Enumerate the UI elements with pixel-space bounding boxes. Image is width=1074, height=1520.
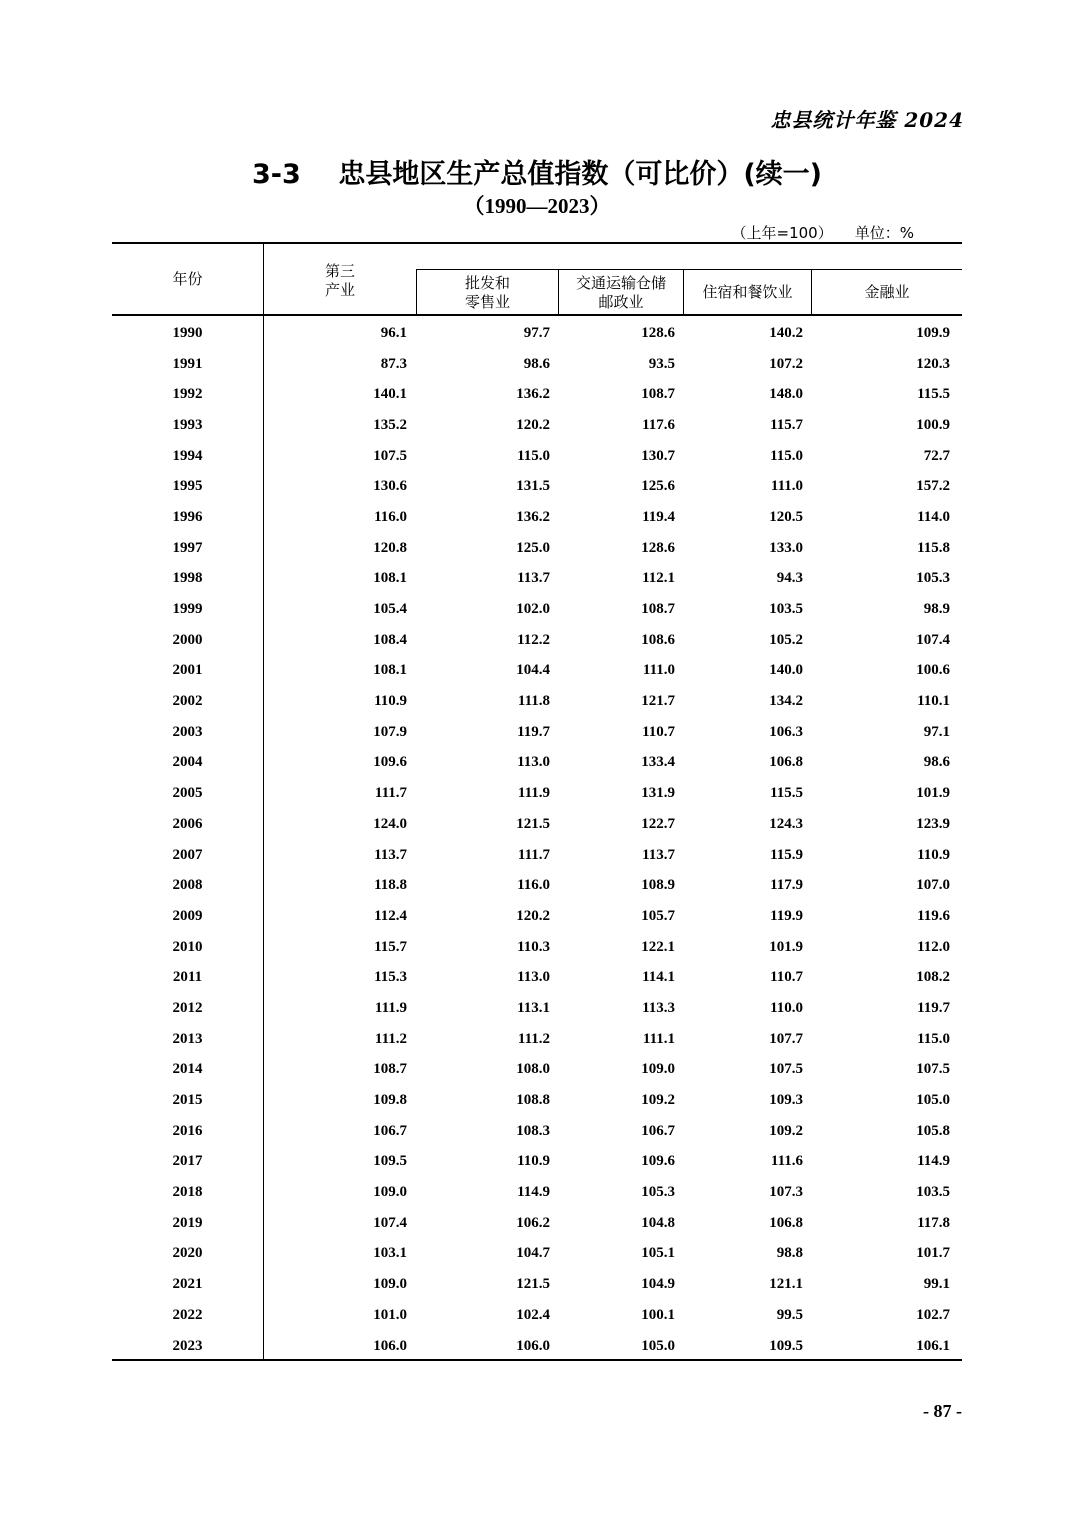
table-body: [112, 318, 962, 1361]
cell-transport: 105.0: [641, 1337, 675, 1354]
cell-wholesale: 136.2: [516, 386, 550, 403]
cell-transport: 117.6: [642, 416, 675, 433]
cell-wholesale: 113.1: [517, 999, 550, 1016]
cell-transport: 128.6: [641, 539, 675, 556]
cell-wholesale: 111.2: [517, 1030, 550, 1047]
table-row: [112, 686, 962, 717]
cell-wholesale: 104.7: [516, 1245, 550, 1262]
cell-hotel: 105.2: [769, 631, 803, 648]
subheader-rule: [416, 269, 962, 270]
cell-tertiary: 140.1: [373, 386, 407, 403]
cell-finance: 120.3: [916, 355, 950, 372]
cell-year: 1990: [172, 324, 203, 341]
cell-wholesale: 111.7: [517, 846, 550, 863]
table-row: [112, 1208, 962, 1239]
table-row: [112, 1116, 962, 1147]
table-row: [112, 962, 962, 993]
cell-hotel: 94.3: [776, 570, 803, 587]
cell-year: 2018: [172, 1184, 203, 1201]
cell-hotel: 115.9: [770, 846, 803, 863]
cell-tertiary: 112.4: [374, 907, 407, 924]
cell-tertiary: 113.7: [374, 846, 407, 863]
cell-wholesale: 108.8: [516, 1092, 550, 1109]
cell-finance: 101.9: [916, 785, 950, 802]
cell-finance: 107.5: [916, 1061, 950, 1078]
cell-tertiary: 108.7: [373, 1061, 407, 1078]
cell-hotel: 133.0: [769, 539, 803, 556]
table-row: [112, 748, 962, 779]
cell-finance: 101.7: [916, 1245, 950, 1262]
table-row: [112, 502, 962, 533]
cell-wholesale: 113.0: [517, 969, 550, 986]
cell-tertiary: 109.0: [373, 1276, 407, 1293]
cell-transport: 100.1: [641, 1306, 675, 1323]
cell-tertiary: 106.7: [373, 1122, 407, 1139]
cell-year: 1998: [172, 570, 203, 587]
cell-tertiary: 124.0: [373, 815, 407, 832]
table-row: [112, 809, 962, 840]
header-tertiary: [264, 262, 416, 300]
cell-wholesale: 121.5: [516, 815, 550, 832]
header-wholesale-line2: 零售业: [464, 293, 510, 311]
cell-finance: 72.7: [923, 447, 950, 464]
cell-year: 1995: [172, 478, 203, 495]
cell-hotel: 106.8: [769, 754, 803, 771]
cell-hotel: 120.5: [769, 508, 803, 525]
cell-year: 2007: [172, 846, 203, 863]
cell-year: 2005: [172, 785, 203, 802]
cell-wholesale: 119.7: [517, 723, 550, 740]
cell-wholesale: 121.5: [516, 1276, 550, 1293]
cell-year: 1992: [172, 386, 203, 403]
table-row: [112, 533, 962, 564]
page-subtitle: （1990—2023）: [463, 194, 611, 218]
cell-hotel: 106.8: [769, 1214, 803, 1231]
cell-transport: 122.7: [641, 815, 675, 832]
cell-year: 2021: [172, 1276, 203, 1293]
cell-year: 1994: [172, 447, 203, 464]
data-table: [112, 318, 962, 1361]
cell-transport: 108.7: [641, 386, 675, 403]
cell-tertiary: 111.2: [374, 1030, 407, 1047]
cell-hotel: 124.3: [769, 815, 803, 832]
cell-transport: 106.7: [641, 1122, 675, 1139]
table-row: [112, 349, 962, 380]
cell-finance: 110.9: [917, 846, 950, 863]
table-top-rule: [112, 242, 962, 244]
cell-hotel: 115.7: [770, 416, 803, 433]
cell-wholesale: 120.2: [516, 907, 550, 924]
table-row: [112, 870, 962, 901]
table-row: [112, 379, 962, 410]
cell-wholesale: 111.8: [517, 693, 550, 710]
cell-finance: 114.0: [917, 508, 950, 525]
cell-hotel: 111.6: [770, 1153, 803, 1170]
table-row: [112, 656, 962, 687]
page-number: - 87 -: [923, 1401, 962, 1421]
table-row: [112, 441, 962, 472]
cell-transport: 112.1: [642, 570, 675, 587]
cell-hotel: 107.5: [769, 1061, 803, 1078]
cell-year: 2022: [172, 1306, 203, 1323]
cell-transport: 125.6: [641, 478, 675, 495]
cell-wholesale: 97.7: [523, 324, 550, 341]
table-row: [112, 993, 962, 1024]
cell-transport: 109.6: [641, 1153, 675, 1170]
cell-hotel: 99.5: [776, 1306, 803, 1323]
cell-transport: 109.2: [641, 1092, 675, 1109]
cell-finance: 109.9: [916, 324, 950, 341]
cell-finance: 119.6: [917, 907, 950, 924]
cell-tertiary: 105.4: [373, 601, 407, 618]
cell-finance: 123.9: [916, 815, 950, 832]
cell-year: 2011: [172, 969, 203, 986]
cell-year: 1997: [172, 539, 203, 556]
cell-year: 2009: [172, 907, 203, 924]
cell-year: 2012: [172, 999, 203, 1016]
cell-hotel: 103.5: [769, 601, 803, 618]
cell-wholesale: 113.7: [517, 570, 550, 587]
cell-finance: 107.4: [916, 631, 950, 648]
header-transport: [559, 274, 683, 312]
cell-wholesale: 106.2: [516, 1214, 550, 1231]
cell-hotel: 117.9: [770, 877, 803, 894]
cell-year: 2010: [172, 938, 203, 955]
table-row: [112, 594, 962, 625]
cell-tertiary: 107.4: [373, 1214, 407, 1231]
cell-finance: 100.6: [916, 662, 950, 679]
cell-finance: 98.6: [923, 754, 950, 771]
cell-year: 1996: [172, 508, 203, 525]
unit-note-line: [732, 222, 914, 243]
table-row: [112, 778, 962, 809]
cell-tertiary: 130.6: [373, 478, 407, 495]
cell-year: 1991: [172, 355, 203, 372]
cell-tertiary: 115.3: [374, 969, 407, 986]
cell-transport: 108.7: [641, 601, 675, 618]
table-row: [112, 410, 962, 441]
cell-finance: 119.7: [917, 999, 950, 1016]
cell-year: 2015: [172, 1092, 203, 1109]
cell-finance: 117.8: [917, 1214, 950, 1231]
running-header: 忠县统计年鉴 2024: [770, 108, 964, 132]
cell-year: 2002: [172, 693, 203, 710]
cell-transport: 121.7: [641, 693, 675, 710]
header-wholesale: [417, 274, 558, 312]
cell-transport: 113.7: [642, 846, 675, 863]
cell-tertiary: 111.9: [374, 999, 407, 1016]
cell-tertiary: 108.1: [373, 662, 407, 679]
table-header-rule: [112, 314, 962, 316]
cell-hotel: 98.8: [776, 1245, 803, 1262]
cell-hotel: 107.2: [769, 355, 803, 372]
cell-hotel: 109.2: [769, 1122, 803, 1139]
cell-hotel: 107.7: [769, 1030, 803, 1047]
cell-finance: 105.0: [916, 1092, 950, 1109]
cell-finance: 97.1: [923, 723, 950, 740]
base-year-note: （上年=100）: [731, 224, 833, 242]
table-row: [112, 932, 962, 963]
cell-finance: 100.9: [916, 416, 950, 433]
cell-hotel: 140.2: [769, 324, 803, 341]
cell-transport: 114.1: [642, 969, 675, 986]
table-row: [112, 564, 962, 595]
cell-year: 2008: [172, 877, 203, 894]
header-finance: 金融业: [864, 283, 910, 301]
table-row: [112, 625, 962, 656]
cell-finance: 105.3: [916, 570, 950, 587]
cell-tertiary: 106.0: [373, 1337, 407, 1354]
cell-year: 2013: [172, 1030, 203, 1047]
cell-transport: 110.7: [642, 723, 675, 740]
cell-tertiary: 107.5: [373, 447, 407, 464]
cell-year: 2017: [172, 1153, 203, 1170]
cell-hotel: 119.9: [770, 907, 803, 924]
cell-year: 1999: [172, 601, 203, 618]
cell-tertiary: 96.1: [380, 324, 407, 341]
cell-transport: 128.6: [641, 324, 675, 341]
cell-transport: 104.8: [641, 1214, 675, 1231]
cell-tertiary: 103.1: [373, 1245, 407, 1262]
cell-finance: 106.1: [916, 1337, 950, 1354]
cell-transport: 113.3: [642, 999, 675, 1016]
cell-wholesale: 104.4: [516, 662, 550, 679]
cell-transport: 109.0: [641, 1061, 675, 1078]
cell-finance: 105.8: [916, 1122, 950, 1139]
header-tertiary-line1: 第三: [324, 262, 355, 280]
cell-year: 2019: [172, 1214, 203, 1231]
table-row: [112, 1331, 962, 1362]
table-row: [112, 1147, 962, 1178]
cell-finance: 98.9: [923, 601, 950, 618]
table-row: [112, 1300, 962, 1331]
cell-year: 2016: [172, 1122, 203, 1139]
cell-year: 2014: [172, 1061, 203, 1078]
cell-tertiary: 116.0: [374, 508, 407, 525]
table-row: [112, 901, 962, 932]
cell-wholesale: 110.3: [517, 938, 550, 955]
cell-transport: 111.1: [642, 1030, 675, 1047]
cell-wholesale: 114.9: [517, 1184, 550, 1201]
cell-finance: 108.2: [916, 969, 950, 986]
cell-year: 2006: [172, 815, 203, 832]
cell-hotel: 115.0: [770, 447, 803, 464]
cell-finance: 115.5: [917, 386, 950, 403]
cell-finance: 102.7: [916, 1306, 950, 1323]
cell-wholesale: 120.2: [516, 416, 550, 433]
table-row: [112, 1269, 962, 1300]
cell-wholesale: 113.0: [517, 754, 550, 771]
cell-tertiary: 108.1: [373, 570, 407, 587]
cell-wholesale: 111.9: [517, 785, 550, 802]
cell-tertiary: 109.5: [373, 1153, 407, 1170]
cell-hotel: 134.2: [769, 693, 803, 710]
cell-transport: 104.9: [641, 1276, 675, 1293]
cell-transport: 119.4: [642, 508, 675, 525]
cell-wholesale: 115.0: [517, 447, 550, 464]
cell-hotel: 110.0: [770, 999, 803, 1016]
cell-hotel: 106.3: [769, 723, 803, 740]
cell-transport: 93.5: [648, 355, 675, 372]
cell-transport: 105.7: [641, 907, 675, 924]
table-row: [112, 1055, 962, 1086]
cell-transport: 133.4: [641, 754, 675, 771]
cell-finance: 110.1: [917, 693, 950, 710]
cell-hotel: 140.0: [769, 662, 803, 679]
cell-wholesale: 102.4: [516, 1306, 550, 1323]
cell-finance: 157.2: [916, 478, 950, 495]
cell-tertiary: 111.7: [374, 785, 407, 802]
table-row: [112, 1239, 962, 1270]
cell-year: 1993: [172, 416, 203, 433]
cell-tertiary: 110.9: [374, 693, 407, 710]
cell-tertiary: 109.6: [373, 754, 407, 771]
cell-hotel: 121.1: [769, 1276, 803, 1293]
cell-hotel: 110.7: [770, 969, 803, 986]
cell-transport: 122.1: [641, 938, 675, 955]
cell-year: 2000: [172, 631, 203, 648]
cell-hotel: 148.0: [769, 386, 803, 403]
cell-year: 2023: [172, 1337, 203, 1354]
cell-tertiary: 87.3: [380, 355, 407, 372]
header-hotel: 住宿和餐饮业: [702, 283, 793, 301]
cell-wholesale: 106.0: [516, 1337, 550, 1354]
cell-wholesale: 112.2: [517, 631, 550, 648]
cell-wholesale: 98.6: [523, 355, 550, 372]
cell-wholesale: 116.0: [517, 877, 550, 894]
cell-finance: 99.1: [923, 1276, 950, 1293]
cell-transport: 105.1: [641, 1245, 675, 1262]
header-transport-line1: 交通运输仓储: [575, 274, 666, 292]
header-tertiary-line2: 产业: [324, 281, 355, 299]
table-row: [112, 1177, 962, 1208]
table-row: [112, 1024, 962, 1055]
table-row: [112, 318, 962, 349]
cell-tertiary: 101.0: [373, 1306, 407, 1323]
table-row: [112, 717, 962, 748]
cell-transport: 108.9: [641, 877, 675, 894]
cell-tertiary: 109.8: [373, 1092, 407, 1109]
cell-finance: 115.8: [917, 539, 950, 556]
page-title: 3-3 忠县地区生产总值指数（可比价）(续一): [251, 159, 823, 190]
unit-label: 单位：%: [854, 224, 914, 242]
header-year: 年份: [172, 270, 203, 288]
cell-transport: 108.6: [641, 631, 675, 648]
cell-finance: 107.0: [916, 877, 950, 894]
cell-wholesale: 136.2: [516, 508, 550, 525]
header-transport-line2: 邮政业: [598, 293, 644, 311]
cell-hotel: 107.3: [769, 1184, 803, 1201]
cell-year: 2003: [172, 723, 203, 740]
cell-finance: 103.5: [916, 1184, 950, 1201]
cell-hotel: 109.5: [769, 1337, 803, 1354]
cell-hotel: 101.9: [769, 938, 803, 955]
cell-tertiary: 135.2: [373, 416, 407, 433]
cell-finance: 114.9: [917, 1153, 950, 1170]
cell-year: 2020: [172, 1245, 203, 1262]
cell-transport: 105.3: [641, 1184, 675, 1201]
cell-finance: 115.0: [917, 1030, 950, 1047]
cell-tertiary: 109.0: [373, 1184, 407, 1201]
table-row: [112, 840, 962, 871]
cell-hotel: 111.0: [770, 478, 803, 495]
cell-wholesale: 110.9: [517, 1153, 550, 1170]
cell-tertiary: 107.9: [373, 723, 407, 740]
cell-hotel: 115.5: [770, 785, 803, 802]
cell-transport: 131.9: [641, 785, 675, 802]
cell-tertiary: 118.8: [374, 877, 407, 894]
cell-finance: 112.0: [917, 938, 950, 955]
cell-wholesale: 108.0: [516, 1061, 550, 1078]
table-row: [112, 1085, 962, 1116]
cell-transport: 130.7: [641, 447, 675, 464]
table-row: [112, 471, 962, 502]
cell-wholesale: 102.0: [516, 601, 550, 618]
cell-transport: 111.0: [642, 662, 675, 679]
header-wholesale-line1: 批发和: [464, 274, 510, 292]
cell-wholesale: 108.3: [516, 1122, 550, 1139]
cell-wholesale: 125.0: [516, 539, 550, 556]
cell-year: 2001: [172, 662, 203, 679]
cell-tertiary: 115.7: [374, 938, 407, 955]
cell-hotel: 109.3: [769, 1092, 803, 1109]
cell-tertiary: 120.8: [373, 539, 407, 556]
cell-year: 2004: [172, 754, 203, 771]
cell-wholesale: 131.5: [516, 478, 550, 495]
cell-tertiary: 108.4: [373, 631, 407, 648]
